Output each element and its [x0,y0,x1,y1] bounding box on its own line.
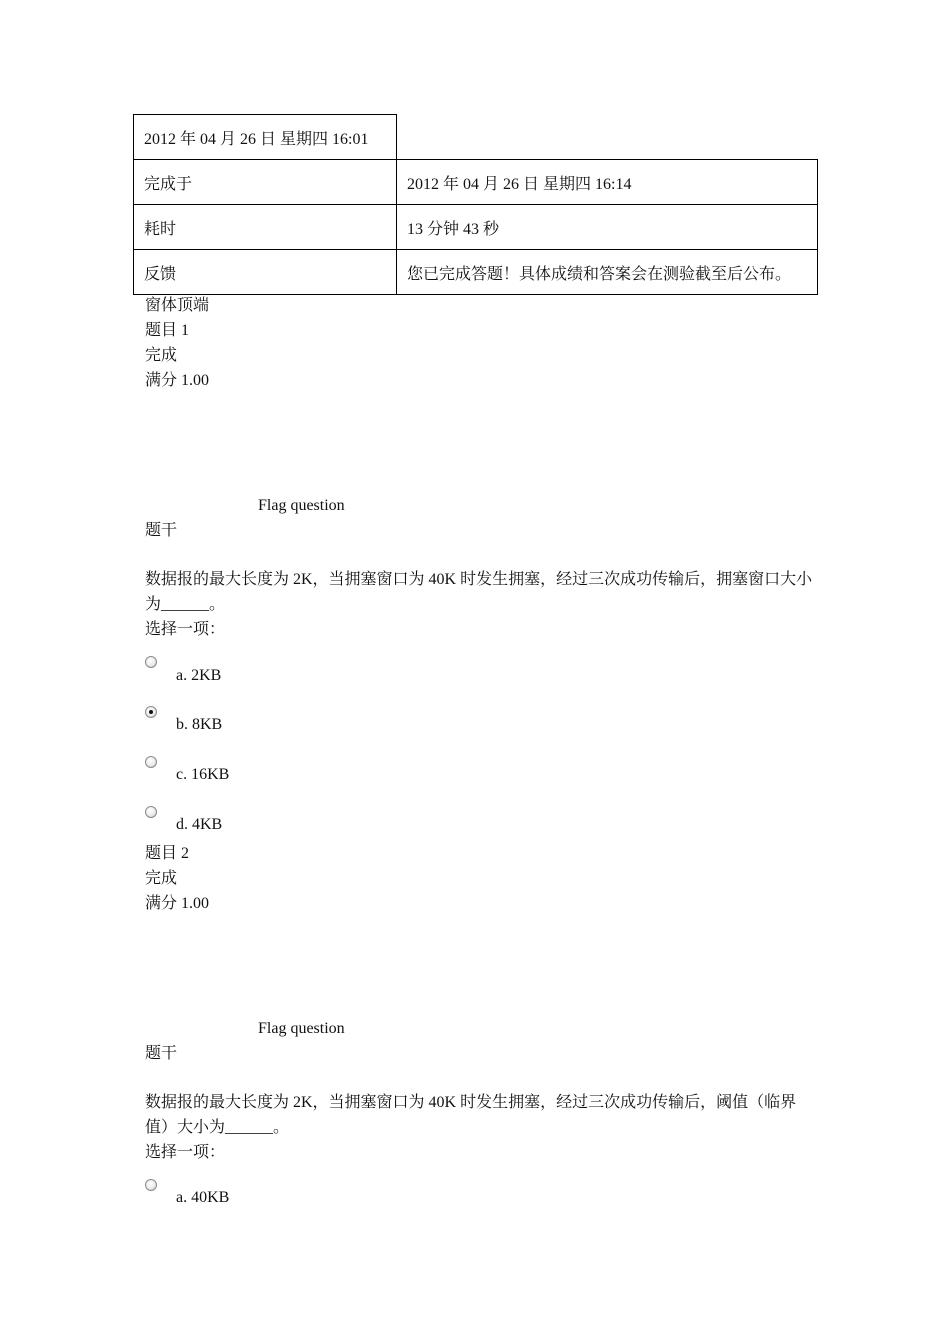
question-1-option-a-radio[interactable] [145,656,157,668]
question-2-option-a-label[interactable]: a. 40KB [176,1189,230,1206]
question-2-title: 题目 2 [145,845,190,862]
completed-value: 2012 年 04 月 26 日 星期四 16:14 [397,160,818,205]
summary-row-feedback [134,250,818,295]
completed-label: 完成于 [134,160,397,205]
question-1-text: 数据报的最大长度为 2K，当拥塞窗口为 40K 时发生拥塞，经过三次成功传输后，拥塞窗口大小为______。 [145,571,813,613]
question-1-option-c-label[interactable]: c. 16KB [176,766,230,783]
question-1-option-d-radio[interactable] [145,806,157,818]
question-1-prompt: 选择一项： [145,621,226,638]
attempt-summary-table [133,114,818,295]
question-1-option-b-label[interactable]: b. 8KB [176,716,223,733]
question-2-option-a-radio[interactable] [145,1179,157,1191]
form-top-label: 窗体顶端 [145,297,210,314]
summary-row-duration [134,205,818,250]
question-1-option-a-label[interactable]: a. 2KB [176,667,222,684]
question-2-prompt: 选择一项： [145,1144,226,1161]
feedback-value: 您已完成答题！具体成绩和答案会在测验截至后公布。 [397,250,818,295]
question-1-option-d-label[interactable]: d. 4KB [176,816,223,833]
question-1-option-b-radio[interactable] [145,706,157,718]
question-1-stem-label: 题干 [145,522,178,539]
question-1-grade: 满分 1.00 [145,372,210,389]
feedback-label: 反馈 [134,250,397,295]
question-1-state: 完成 [145,347,178,364]
question-1-option-c-radio[interactable] [145,756,157,768]
question-2-text: 数据报的最大长度为 2K，当拥塞窗口为 40K 时发生拥塞，经过三次成功传输后，阈值（临界值）大小为______。 [145,1094,797,1136]
duration-label: 耗时 [134,205,397,250]
question-2-flag-link[interactable]: Flag question [258,1020,345,1037]
question-1-flag-link[interactable]: Flag question [258,497,345,514]
question-2-grade: 满分 1.00 [145,895,210,912]
question-1-title: 题目 1 [145,322,190,339]
question-2-stem-label: 题干 [145,1045,178,1062]
summary-row-started [134,115,818,160]
summary-row-completed [134,160,818,205]
question-2-state: 完成 [145,870,178,887]
duration-value: 13 分钟 43 秒 [397,205,818,250]
started-time: 2012 年 04 月 26 日 星期四 16:01 [134,115,397,160]
